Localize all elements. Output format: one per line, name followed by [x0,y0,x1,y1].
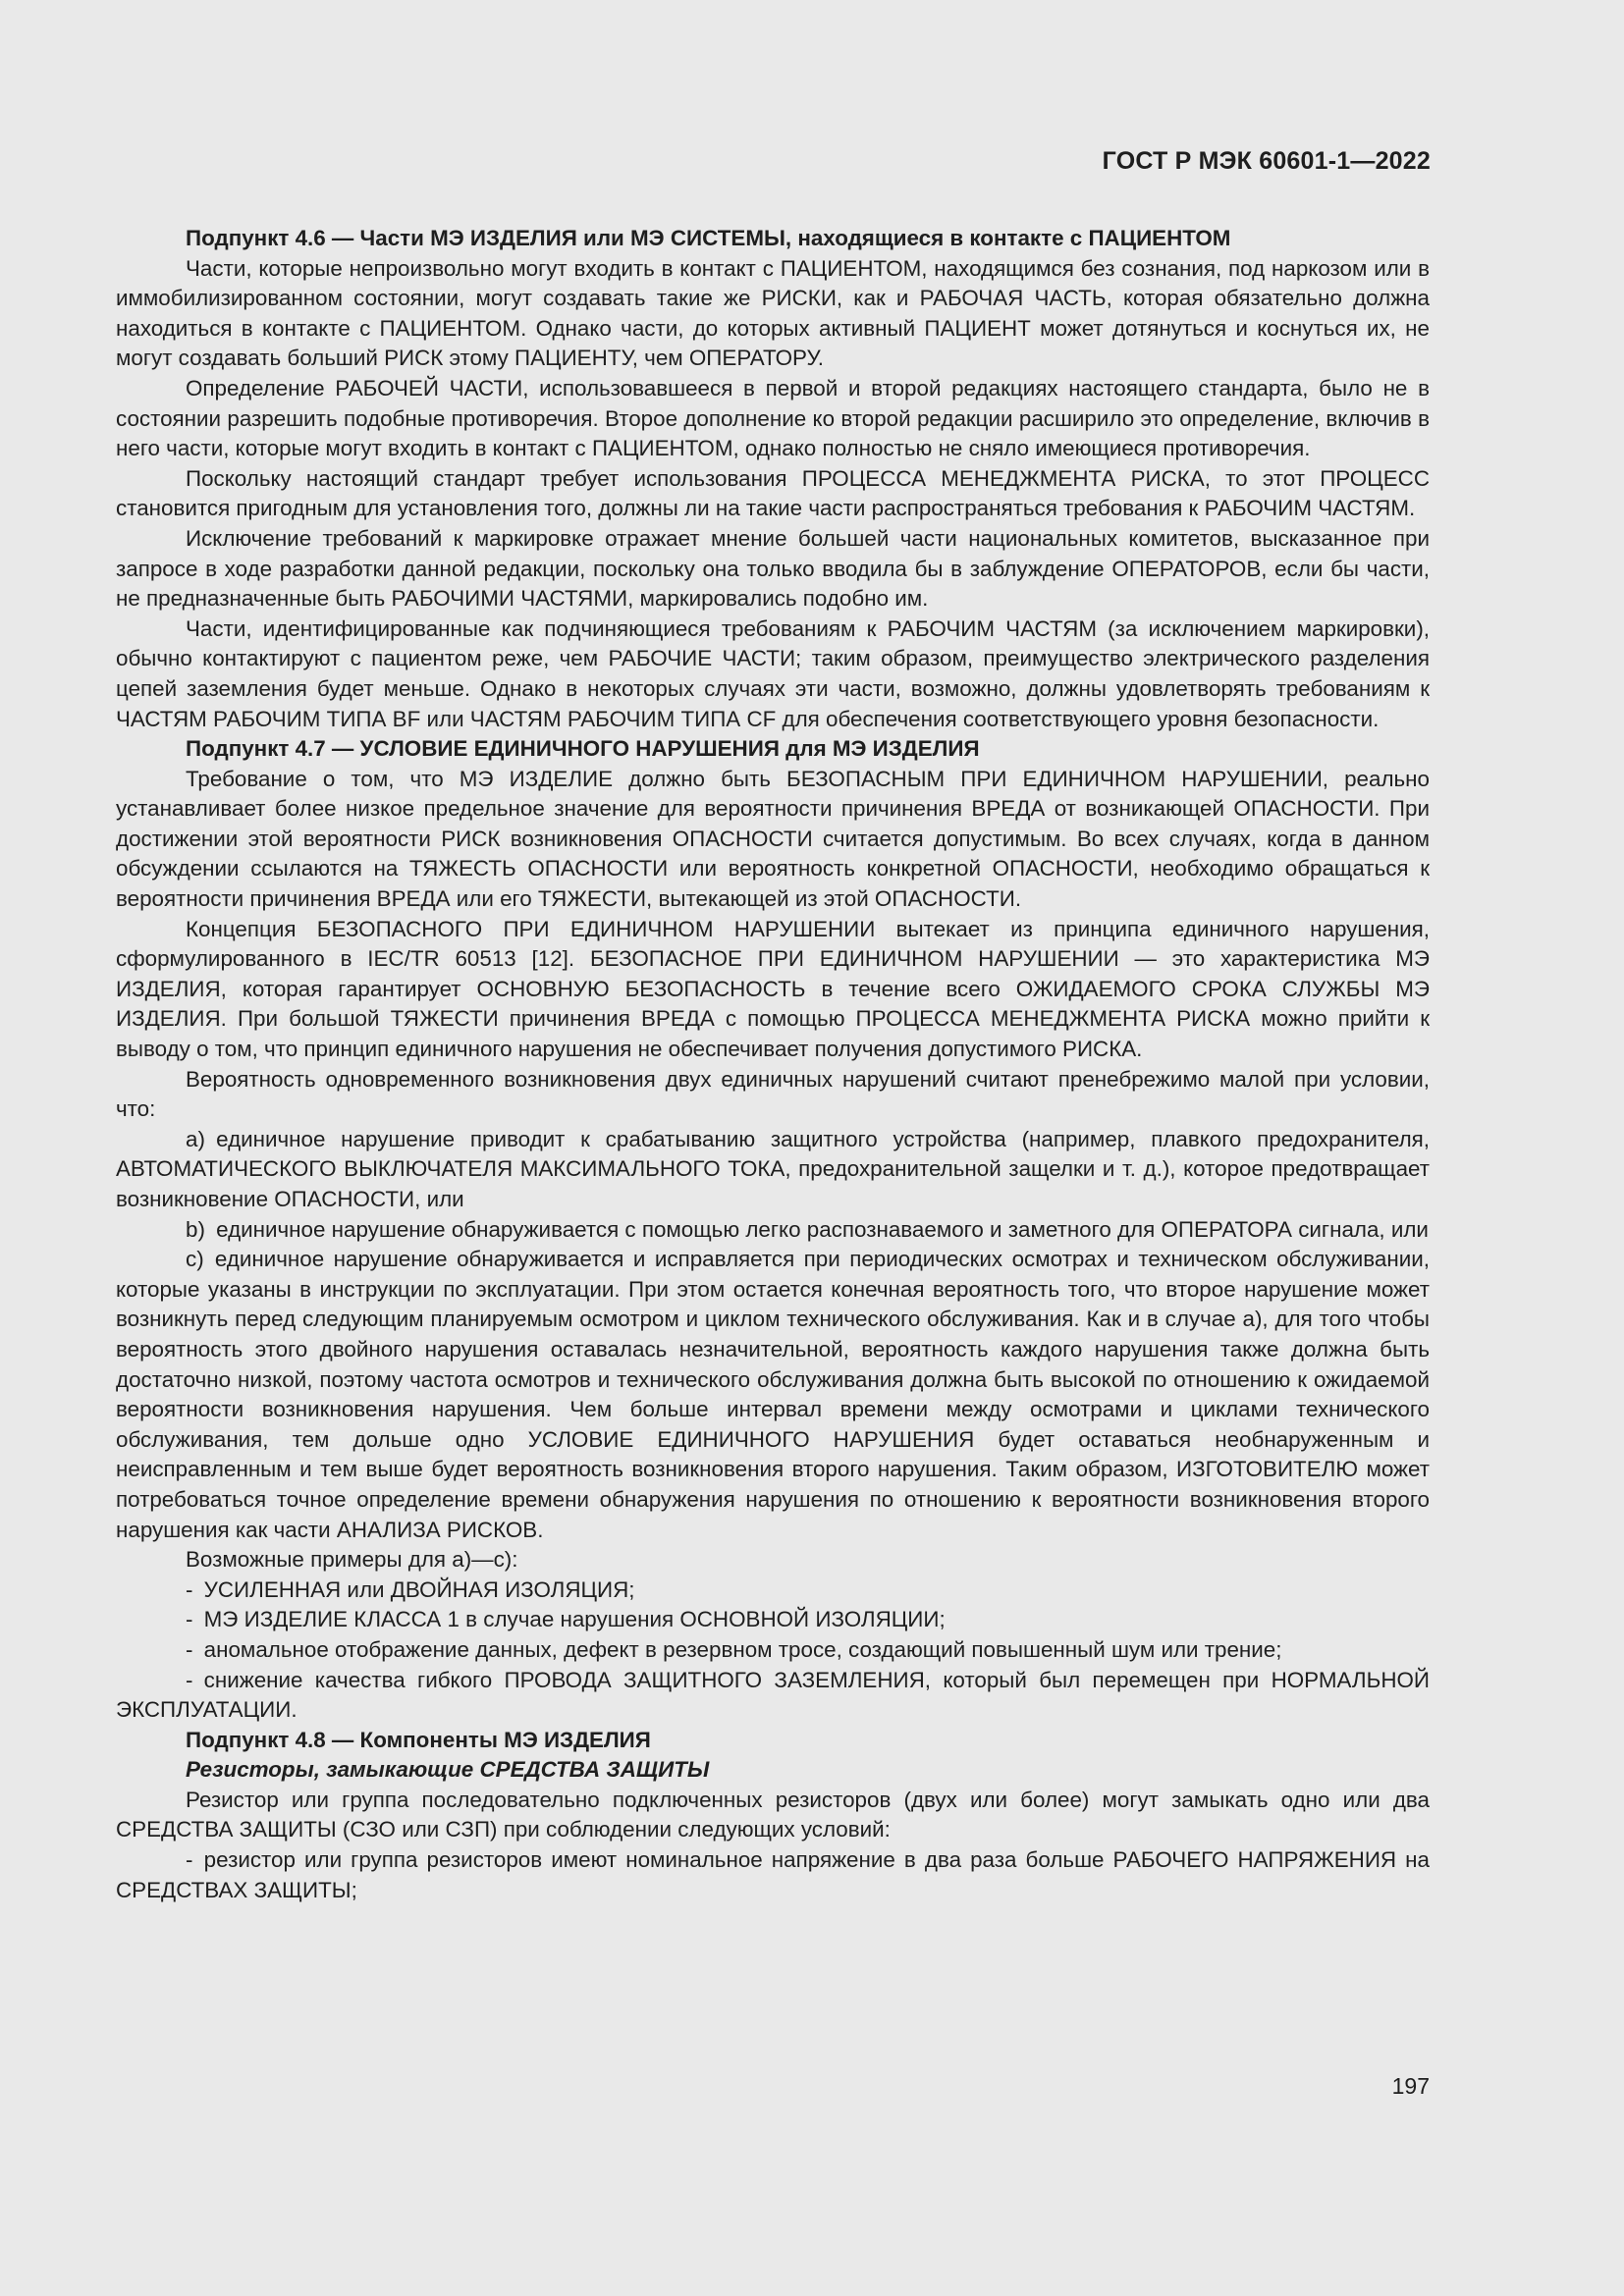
paragraph: Поскольку настоящий стандарт требует использования ПРОЦЕССА МЕНЕДЖМЕНТА РИСКА, то этот ПРОЦЕСС становится пригодным для установления того, должны ли на такие части распространяться требования к РАБОЧИМ ЧАСТЯМ. [116,465,1430,521]
paragraph: Концепция БЕЗОПАСНОГО ПРИ ЕДИНИЧНОМ НАРУШЕНИИ вытекает из принципа единичного нарушения, сформулированного в IEC/TR 60513 [12]. БЕЗОПАСНОЕ ПРИ ЕДИНИЧНОМ НАРУШЕНИИ — это характеристика МЭ ИЗДЕЛИЯ, которая гарантирует ОСНОВНУЮ БЕЗОПАСНОСТЬ в течение всего ОЖИДАЕМОГО СРОКА СЛУЖБЫ МЭ ИЗДЕЛИЯ. При большой ТЯЖЕСТИ причинения ВРЕДА с помощью ПРОЦЕССА МЕНЕДЖМЕНТА РИСКА можно прийти к выводу о том, что принцип единичного нарушения не обеспечивает получения допустимого РИСКА. [116,916,1430,1062]
document-body [116,224,1430,1905]
paragraph: Части, идентифицированные как подчиняющиеся требованиям к РАБОЧИМ ЧАСТЯМ (за исключением маркировки), обычно контактируют с пациентом реже, чем РАБОЧИЕ ЧАСТИ; таким образом, преимущество электрического разделения цепей заземления будет меньше. Однако в некоторых случаях эти части, возможно, должны удовлетворять требованиям к ЧАСТЯМ РАБОЧИМ ТИПА BF или ЧАСТЯМ РАБОЧИМ ТИПА CF для обеспечения соответствующего уровня безопасности. [116,615,1430,731]
paragraph: Вероятность одновременного возникновения двух единичных нарушений считают пренебрежимо малой при условии, что: [116,1066,1430,1122]
dash-list-item: - УСИЛЕННАЯ или ДВОЙНАЯ ИЗОЛЯЦИЯ; [186,1576,635,1602]
subclause-heading-4-7: Подпункт 4.7 — УСЛОВИЕ ЕДИНИЧНОГО НАРУШЕНИЯ для МЭ ИЗДЕЛИЯ [186,736,980,762]
subclause-heading-4-8: Подпункт 4.8 — Компоненты МЭ ИЗДЕЛИЯ [186,1727,651,1752]
page-number: 197 [1391,2073,1430,2099]
document-standard-header: ГОСТ Р МЭК 60601-1—2022 [1102,147,1431,175]
paragraph: Части, которые непроизвольно могут входить в контакт с ПАЦИЕНТОМ, находящимся без сознания, под наркозом или в иммобилизированном состоянии, могут создавать такие же РИСКИ, как и РАБОЧАЯ ЧАСТЬ, которая обязательно должна находиться в контакте с ПАЦИЕНТОМ. Однако части, до которых активный ПАЦИЕНТ может дотянуться и коснуться их, не могут создавать больший РИСК этому ПАЦИЕНТУ, чем ОПЕРАТОРУ. [116,255,1430,371]
italic-subheading: Резисторы, замыкающие СРЕДСТВА ЗАЩИТЫ [186,1757,710,1783]
paragraph: Требование о том, что МЭ ИЗДЕЛИЕ должно быть БЕЗОПАСНЫМ ПРИ ЕДИНИЧНОМ НАРУШЕНИИ, реально устанавливает более низкое предельное значение для вероятности причинения ВРЕДА от возникающей ОПАСНОСТИ. При достижении этой вероятности РИСК возникновения ОПАСНОСТИ считается допустимым. Во всех случаях, когда в данном обсуждении ссылаются на ТЯЖЕСТЬ ОПАСНОСТИ или вероятность конкретной ОПАСНОСТИ, необходимо обращаться к вероятности причинения ВРЕДА или его ТЯЖЕСТИ, вытекающей из этой ОПАСНОСТИ. [116,766,1430,912]
dash-list-item: - резистор или группа резисторов имеют номинальное напряжение в два раза больше РАБОЧЕГО НАПРЯЖЕНИЯ на СРЕДСТВАХ ЗАЩИТЫ; [116,1847,1430,1902]
paragraph: Резистор или группа последовательно подключенных резисторов (двух или более) могут замыкать одно или два СРЕДСТВА ЗАЩИТЫ (СЗО или СЗП) при соблюдении следующих условий: [116,1787,1430,1842]
list-item-b: b) единичное нарушение обнаруживается с помощью легко распознаваемого и заметного для ОПЕРАТОРА сигнала, или [186,1216,1429,1242]
paragraph: Исключение требований к маркировке отражает мнение большей части национальных комитетов, высказанное при запросе в ходе разработки данной редакции, поскольку она только вводила бы в заблуждение ОПЕРАТОРОВ, если бы части, не предназначенные быть РАБОЧИМИ ЧАСТЯМИ, маркировались подобно им. [116,525,1430,612]
list-item-c: c) единичное нарушение обнаруживается и исправляется при периодических осмотрах и техническом обслуживании, которые указаны в инструкции по эксплуатации. При этом остается конечная вероятность того, что второе нарушение может возникнуть перед следующим планируемым осмотром и циклом технического обслуживания. Как и в случае a), для того чтобы вероятность этого двойного нарушения оставалась незначительной, вероятность каждого нарушения также должна быть достаточно низкой, поэтому частота осмотров и технического обслуживания должна быть высокой по отношению к ожидаемой вероятности возникновения нарушения. Чем больше интервал времени между осмотрами и циклами технического обслуживания, тем дольше одно УСЛОВИЕ ЕДИНИЧНОГО НАРУШЕНИЯ будет оставаться необнаруженным и неисправленным и тем выше будет вероятность возникновения второго нарушения. Таким образом, ИЗГОТОВИТЕЛЮ может потребоваться точное определение времени обнаружения нарушения по отношению к вероятности возникновения второго нарушения как части АНАЛИЗА РИСКОВ. [116,1247,1430,1542]
paragraph: Определение РАБОЧЕЙ ЧАСТИ, использовавшееся в первой и второй редакциях настоящего стандарта, было не в состоянии разрешить подобные противоречия. Второе дополнение ко второй редакции расширило это определение, включив в него части, которые могут входить в контакт с ПАЦИЕНТОМ, однако полностью не сняло имеющиеся противоречия. [116,375,1430,461]
subclause-heading-4-6: Подпункт 4.6 — Части МЭ ИЗДЕЛИЯ или МЭ СИСТЕМЫ, находящиеся в контакте с ПАЦИЕНТОМ [186,226,1231,250]
dash-list-item: - снижение качества гибкого ПРОВОДА ЗАЩИТНОГО ЗАЗЕМЛЕНИЯ, который был перемещен при НОРМАЛЬНОЙ ЭКСПЛУАТАЦИИ. [116,1667,1430,1723]
dash-list-item: - аномальное отображение данных, дефект в резервном тросе, создающий повышенный шум или трение; [186,1636,1282,1662]
dash-list-item: - МЭ ИЗДЕЛИЕ КЛАССА 1 в случае нарушения ОСНОВНОЙ ИЗОЛЯЦИИ; [186,1607,946,1632]
list-item-a: a) единичное нарушение приводит к срабатыванию защитного устройства (например, плавкого предохранителя, АВТОМАТИЧЕСКОГО ВЫКЛЮЧАТЕЛЯ МАКСИМАЛЬНОГО ТОКА, предохранительной защелки и т. д.), которое предотвращает возникновение ОПАСНОСТИ, или [116,1126,1430,1211]
paragraph: Возможные примеры для a)—c): [186,1547,518,1573]
